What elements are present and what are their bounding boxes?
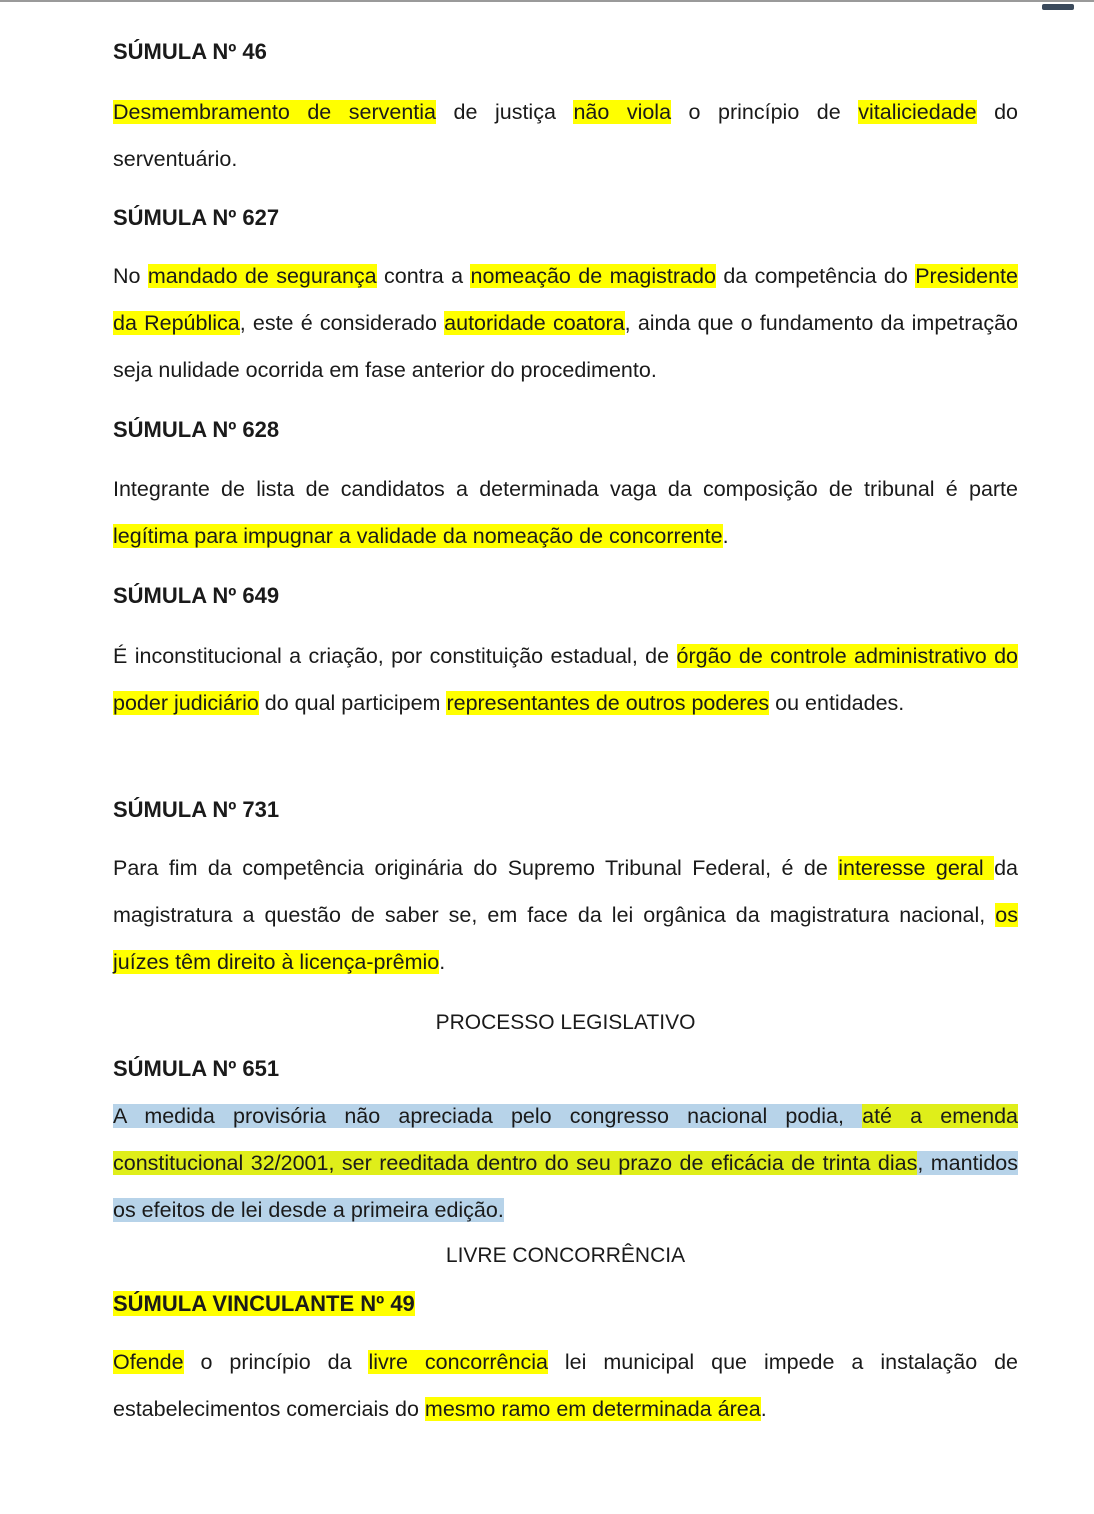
highlight-blue: A medida provisória não apreciada pelo congresso nacional podia,: [113, 1104, 863, 1128]
section-title-livre-concorrencia: LIVRE CONCORRÊNCIA: [445, 1244, 686, 1267]
text-run: , este é considerado: [239, 311, 445, 335]
text-run: contra a: [376, 264, 471, 288]
sumula-627-heading: SÚMULA Nº 627: [113, 205, 280, 230]
sumula-731-text: [113, 845, 1018, 986]
sumula-649-text: [113, 633, 1018, 727]
sumula-628-text: [113, 466, 1018, 560]
text-run: da magistratura a questão de saber se, em face da lei orgânica da magistratura nacional,: [113, 856, 1019, 927]
text-run: da competência do: [715, 264, 916, 288]
text-run: do serventuário.: [113, 100, 1019, 171]
sumula-649-heading: SÚMULA Nº 649: [113, 583, 280, 608]
text-run: .: [760, 1397, 767, 1421]
sumula-627-text: [113, 253, 1018, 394]
text-run: o princípio de: [671, 100, 859, 124]
text-run: do qual participem: [258, 691, 447, 715]
text-run: o princípio da: [183, 1350, 369, 1374]
sumula-46-text: [113, 89, 1018, 183]
text-run: .: [439, 950, 446, 974]
text-run: Integrante de lista de candidatos a determinada vaga da composição de tribunal é parte: [113, 477, 1018, 501]
page-top-border: [0, 0, 1094, 2]
highlight: órgão de controle administrativo do poder judiciário: [113, 644, 1018, 715]
sumula-651-heading: SÚMULA Nº 651: [113, 1056, 280, 1081]
sumula-46-heading: SÚMULA Nº 46: [113, 39, 267, 64]
text-run: lei municipal que impede a instalação de estabelecimentos comerciais do: [113, 1350, 1019, 1421]
text-run: No: [113, 264, 148, 288]
highlight: vitaliciedade: [858, 100, 977, 124]
highlight-green: até a emenda constitucional 32/2001, ser reeditada dentro do seu prazo de eficácia de trinta dias: [113, 1104, 1018, 1175]
highlight: SÚMULA VINCULANTE Nº 49: [113, 1291, 415, 1316]
highlight: livre concorrência: [368, 1350, 548, 1374]
text-run: .: [722, 524, 729, 548]
text-run: ou entidades.: [769, 691, 905, 715]
highlight: nomeação de magistrado: [470, 264, 716, 288]
highlight: Presidente da República: [113, 264, 1018, 335]
section-title-processo-legislativo: PROCESSO LEGISLATIVO: [435, 1011, 696, 1034]
corner-mark-icon: [1042, 4, 1074, 10]
sumula-628-heading: SÚMULA Nº 628: [113, 417, 280, 442]
highlight: interesse geral: [838, 856, 995, 880]
highlight: autoridade coatora: [444, 311, 625, 335]
sumula-vinculante-49-heading: [113, 1291, 415, 1317]
highlight: legítima para impugnar a validade da nomeação de concorrente: [113, 524, 723, 548]
highlight: os juízes têm direito à licença-prêmio: [113, 903, 1018, 974]
highlight-blue: , mantidos os efeitos de lei desde a primeira edição.: [113, 1151, 1019, 1222]
sumula-651-text: [113, 1093, 1018, 1234]
text-run: , ainda que o fundamento da impetração seja nulidade ocorrida em fase anterior do procedimento.: [113, 311, 1018, 382]
sumula-vinculante-49-text: [113, 1339, 1018, 1433]
text-run: É inconstitucional a criação, por constituição estadual, de: [113, 644, 677, 668]
highlight: mesmo ramo em determinada área: [424, 1397, 761, 1421]
highlight: mandado de segurança: [147, 264, 377, 288]
text-run: Para fim da competência originária do Supremo Tribunal Federal, é de: [113, 856, 839, 880]
text-run: de justiça: [436, 100, 574, 124]
highlight: Desmembramento de serventia: [113, 100, 437, 124]
highlight: representantes de outros poderes: [446, 691, 770, 715]
highlight: Ofende: [113, 1350, 184, 1374]
highlight: não viola: [573, 100, 672, 124]
sumula-731-heading: SÚMULA Nº 731: [113, 797, 280, 822]
